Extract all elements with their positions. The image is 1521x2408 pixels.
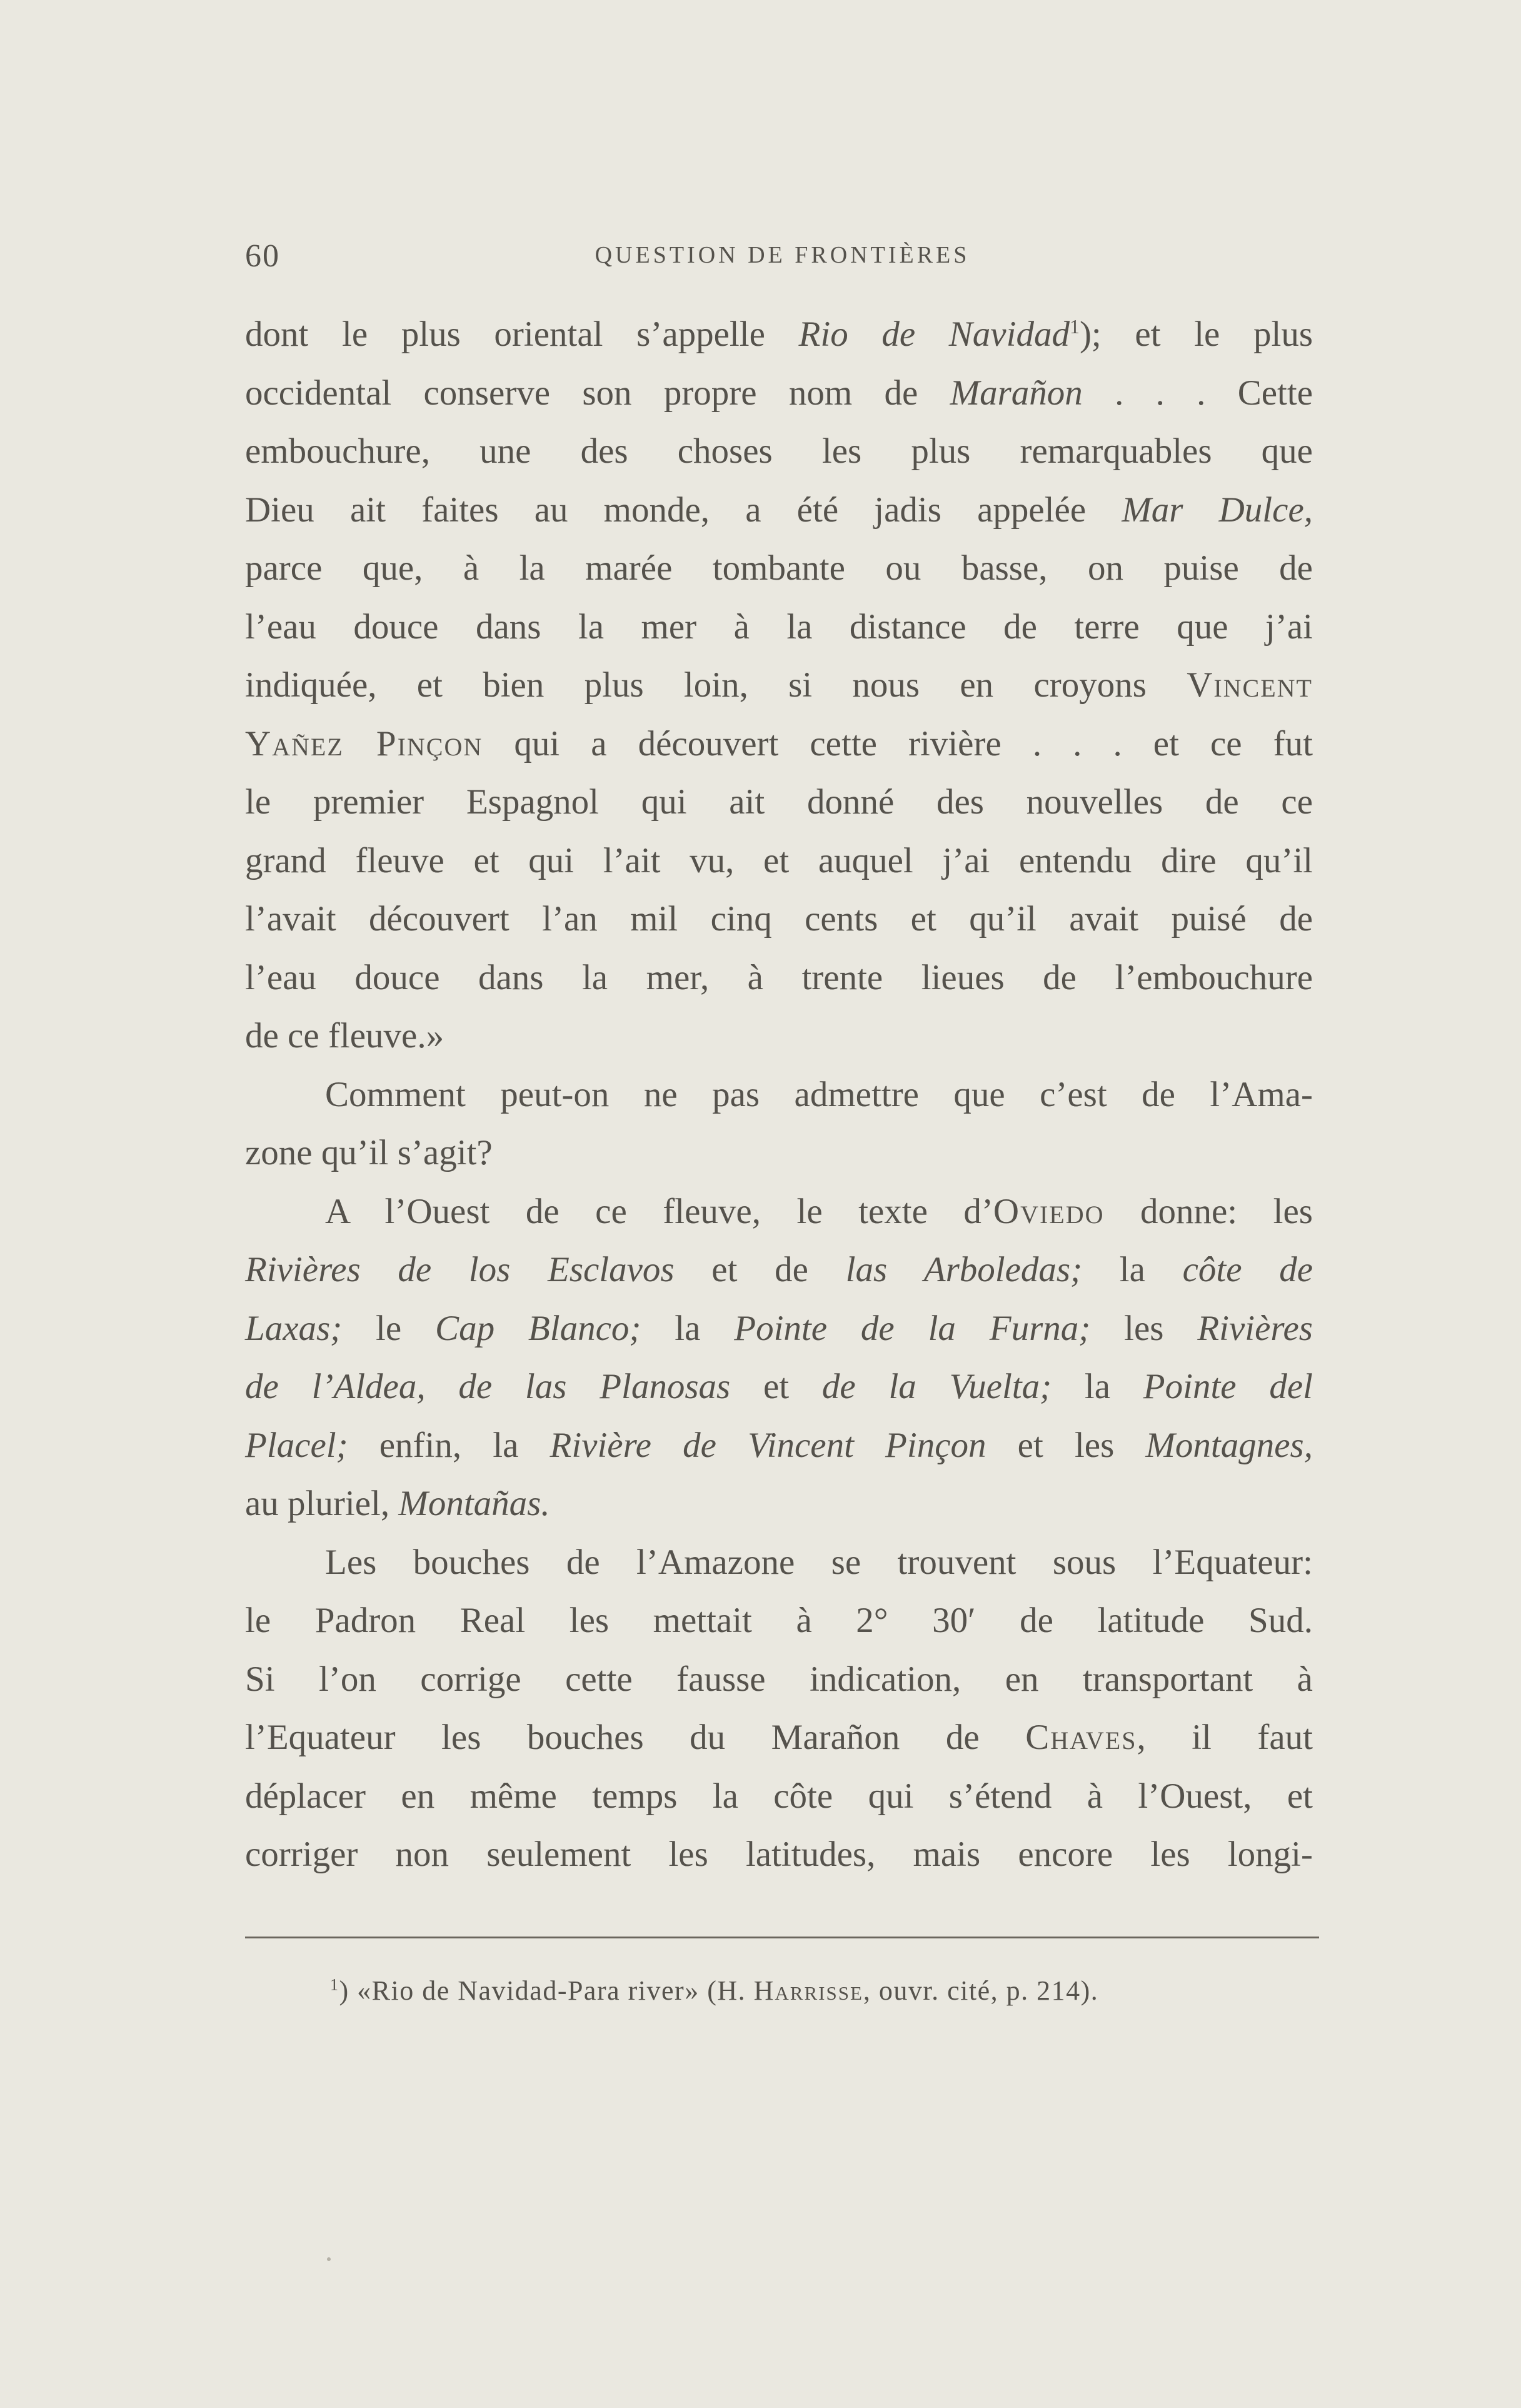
text-line: parce que, à la marée tombante ou basse, on puise de [245,548,1313,588]
text-line: Placel; enfin, la Rivière de Vincent Pinçon et les Montagnes, [245,1425,1313,1465]
body-text [245,305,1313,1884]
text-line: occidental conserve son propre nom de Marañon . . . Cette [245,373,1313,413]
text-line: zone qu’il s’agit? [245,1133,493,1172]
text-line: de l’Aldea, de las Planosas et de la Vuelta; la Pointe del [245,1367,1313,1406]
text-line: Yañez Pinçon qui a découvert cette rivière . . . et ce fut [245,723,1313,763]
running-title: QUESTION DE FRONTIÈRES [595,242,970,268]
text-line: Si l’on corrige cette fausse indication, en transportant à [245,1659,1313,1699]
text-line: embouchure, une des choses les plus remarquables que [245,431,1313,471]
text-line: Laxas; le Cap Blanco; la Pointe de la Furna; les Rivières [245,1308,1313,1348]
paragraph-start: Les bouches de l’Amazone se trouvent sous l’Equateur: [325,1542,1313,1582]
text-line: Dieu ait faites au monde, a été jadis appelée Mar Dulce, [245,490,1313,530]
paragraph-start: Comment peut-on ne pas admettre que c’est de l’Ama- [325,1074,1313,1114]
text-line: l’eau douce dans la mer à la distance de terre que j’ai [245,607,1313,647]
text-line: déplacer en même temps la côte qui s’étend à l’Ouest, et [245,1776,1313,1816]
text-line: l’avait découvert l’an mil cinq cents et qu’il avait puisé de [245,899,1313,939]
paper-speck [327,2257,331,2261]
page-header [245,238,1320,288]
paragraph-start: A l’Ouest de ce fleuve, le texte d’Oviedo donne: les [325,1191,1313,1231]
page-number: 60 [245,238,280,274]
footnote-marker: 1 [330,1975,339,1994]
text-line: le premier Espagnol qui ait donné des nouvelles de ce [245,782,1313,822]
text-line: Rivières de los Esclavos et de las Arboledas; la côte de [245,1250,1313,1289]
text-line: dont le plus oriental s’appelle Rio de Navidad$^1$); et le plus [245,315,1313,354]
text-line: l’Equateur les bouches du Marañon de Chaves, il faut [245,1718,1313,1757]
text-line: grand fleuve et qui l’ait vu, et auquel j’ai entendu dire qu’il [245,840,1313,880]
footnote-reference[interactable]: 1 [1069,315,1080,338]
text-line: au pluriel, Montañas. [245,1484,550,1523]
text-line: indiquée, et bien plus loin, si nous en croyons Vincent [245,665,1313,705]
text-line: le Padron Real les mettait à 2° 30′ de latitude Sud. [245,1601,1313,1640]
text-line: corriger non seulement les latitudes, mais encore les longi- [245,1835,1313,1874]
footnote: $^1$) «Rio de Navidad-Para river» (H. Harrisse, ouvr. cité, p. 214). [330,1975,1099,2006]
text-line: de ce fleuve.» [245,1016,444,1055]
text-line: l’eau douce dans la mer, à trente lieues de l’embouchure [245,957,1313,997]
footnote-divider [245,1937,1319,1938]
